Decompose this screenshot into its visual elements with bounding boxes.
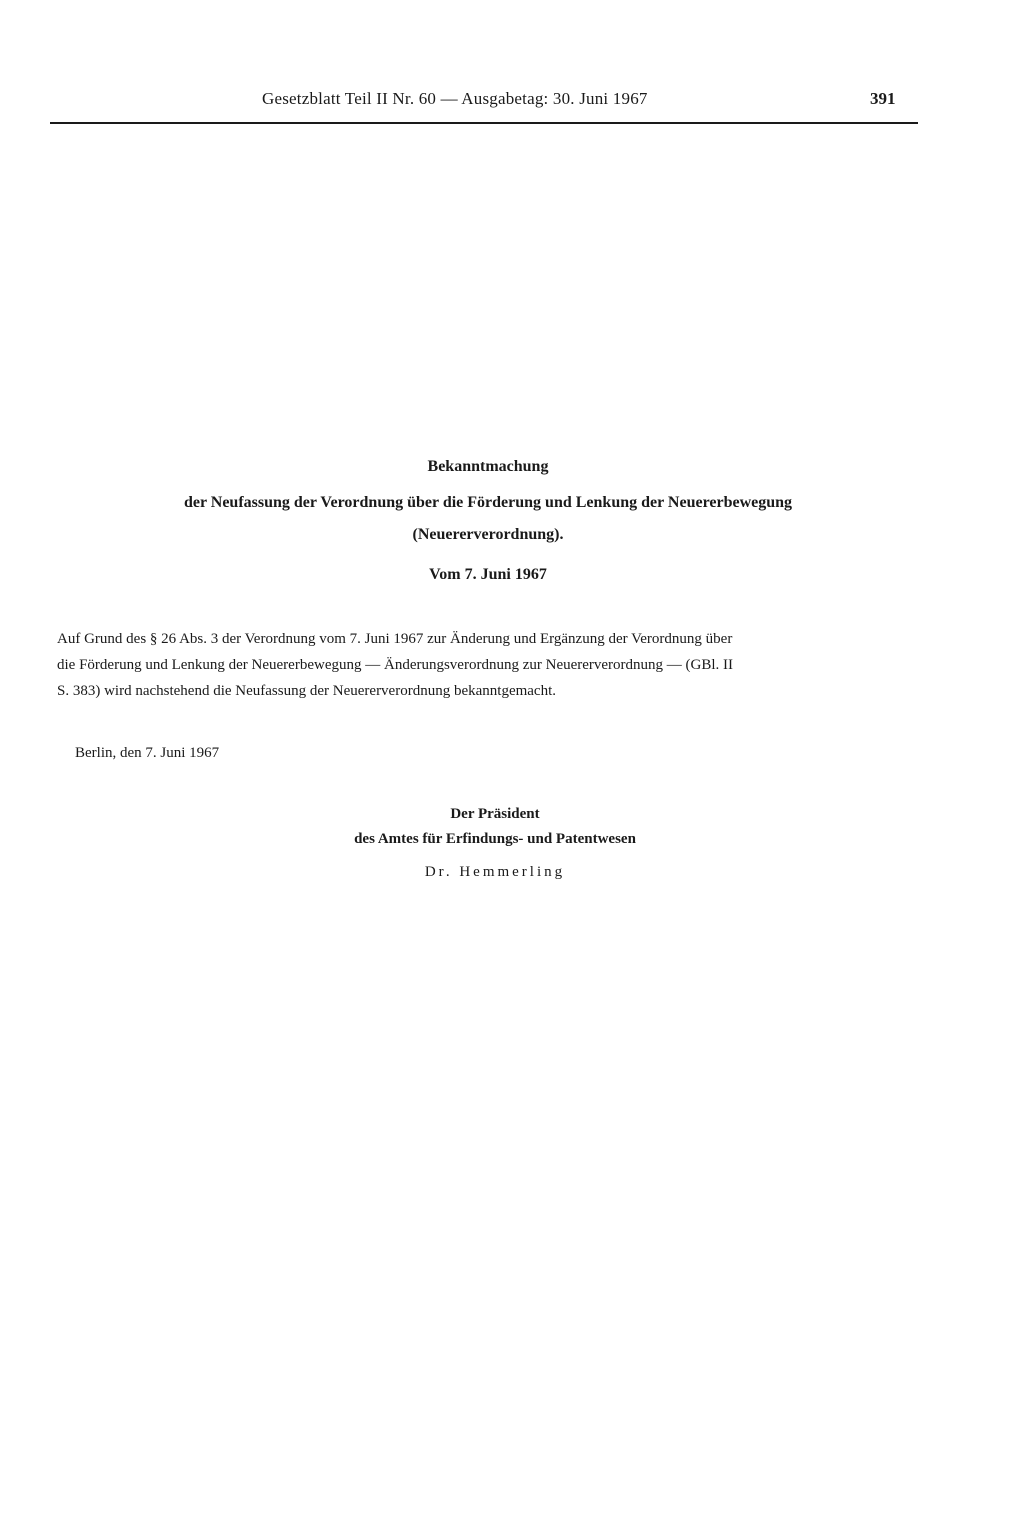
title-heading: Bekanntmachung bbox=[427, 458, 549, 475]
body-paragraph bbox=[57, 626, 925, 704]
header-running-title: Gesetzblatt Teil II Nr. 60 — Ausgabetag: 30. Juni 1967 bbox=[262, 89, 648, 108]
body-line: Auf Grund des § 26 Abs. 3 der Verordnung vom 7. Juni 1967 zur Änderung und Ergänzung der Verordnung über bbox=[57, 631, 733, 647]
header-rule bbox=[50, 122, 918, 124]
title-short-name: (Neuererverordnung). bbox=[412, 526, 564, 543]
signatory-title: Der Präsident bbox=[450, 806, 540, 822]
page-number: 391 bbox=[870, 89, 896, 108]
body-line: die Förderung und Lenkung der Neuererbewegung — Änderungsverordnung zur Neuererverordnung — (GBl. II bbox=[57, 657, 734, 673]
title-subject: der Neufassung der Verordnung über die Förderung und Lenkung der Neuererbewegung bbox=[183, 494, 793, 511]
signatory-office: des Amtes für Erfindungs- und Patentwesen bbox=[354, 831, 636, 847]
body-line: S. 383) wird nachstehend die Neufassung der Neuererverordnung bekanntgemacht. bbox=[57, 683, 556, 699]
place-and-date: Berlin, den 7. Juni 1967 bbox=[75, 745, 220, 761]
title-date: Vom 7. Juni 1967 bbox=[429, 566, 547, 583]
signatory-name: Dr. Hemmerling bbox=[424, 864, 566, 880]
